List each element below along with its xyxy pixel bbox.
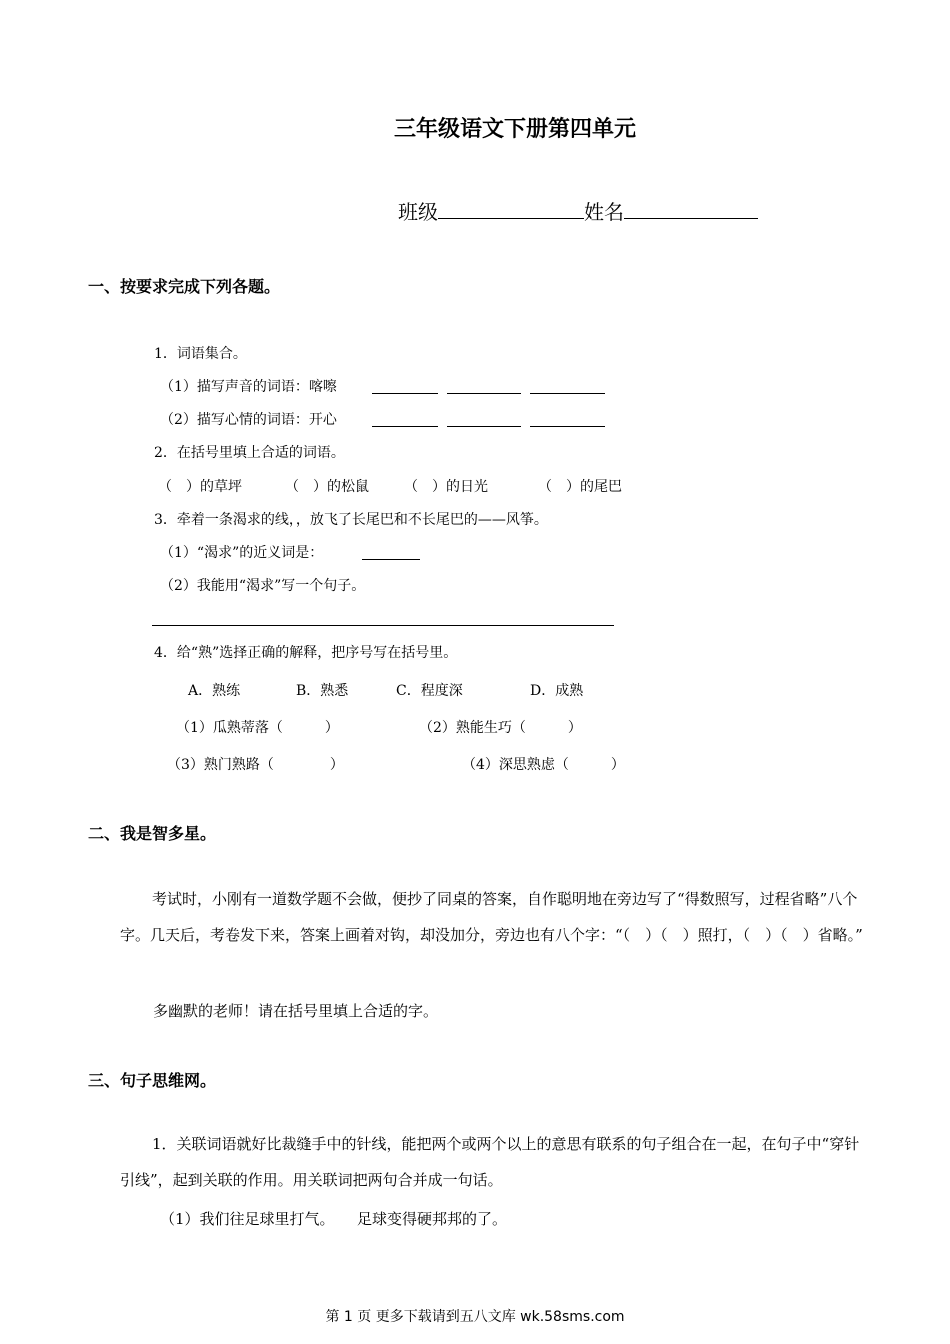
q1-sub1: （1）描写声音的词语：喀嚓	[160, 379, 337, 395]
q4-stem: 4．给“熟”选择正确的解释，把序号写在括号里。	[154, 645, 458, 661]
section2-paragraph: 考试时，小刚有一道数学题不会做，便抄了同桌的答案，自作聪明地在旁边写了“得数照写，过程省略”八个字。几天后，考卷发下来，答案上画着对钩，却没加分，旁边也有八个字：“（ ）（ ）照打，（ ）（ ）省略。”	[120, 890, 863, 944]
q3-stem: 3．牵着一条渴求的线，，放飞了长尾巴和不长尾巴的——风筝。	[154, 512, 548, 528]
q2-item-3: （ ）的日光	[404, 479, 488, 495]
class-label: 班级	[398, 200, 438, 224]
section3-heading: 三、句子思维网。	[88, 1071, 217, 1090]
q2-item-4: （ ）的尾巴	[538, 479, 622, 495]
section3-paragraph: 1．关联词语就好比裁缝手中的针线，能把两个或两个以上的意思有联系的句子组合在一起，在句子中“穿针引线”，起到关联的作用。用关联词把两句合并成一句话。	[120, 1135, 860, 1189]
section3-sub1: （1）我们往足球里打气。 足球变得硬邦邦的了。	[160, 1210, 508, 1228]
q1-sub2-blank-2[interactable]	[447, 426, 521, 427]
q3-sentence-line[interactable]	[152, 625, 614, 626]
q2-stem: 2．在括号里填上合适的词语。	[154, 445, 345, 461]
q4-option-c: C．程度深	[396, 683, 463, 699]
student-info-line	[398, 196, 758, 225]
q3-sub1: （1）“渴求”的近义词是：	[160, 545, 324, 561]
q1-sub1-blank-3[interactable]	[530, 393, 605, 394]
q4-item-1: （1）瓜熟蒂落（ ）	[176, 720, 339, 736]
q4-item-4: （4）深思熟虑（ ）	[462, 757, 625, 773]
q1-sub2: （2）描写心情的词语：开心	[160, 412, 337, 428]
q3-sub2: （2）我能用“渴求”写一个句子。	[160, 578, 366, 594]
q4-item-3: （3）熟门熟路（ ）	[167, 757, 344, 773]
q4-option-d: D．成熟	[530, 683, 584, 699]
name-label: 姓名	[584, 200, 624, 224]
page-footer: 第 1 页 更多下载请到五八文库 wk.58sms.com	[325, 1309, 625, 1325]
q2-item-1: （ ）的草坪	[158, 479, 242, 495]
page-title: 三年级语文下册第四单元	[393, 116, 636, 142]
class-blank[interactable]	[438, 198, 584, 219]
q1-sub1-blank-2[interactable]	[447, 393, 521, 394]
section1-heading: 一、按要求完成下列各题。	[88, 277, 281, 296]
q4-option-b: B．熟悉	[296, 683, 349, 699]
q4-option-a: A．熟练	[188, 683, 241, 699]
q1-sub2-blank-1[interactable]	[372, 426, 438, 427]
q1-stem: 1．词语集合。	[154, 346, 247, 362]
q2-item-2: （ ）的松鼠	[285, 479, 369, 495]
q1-sub2-blank-3[interactable]	[530, 426, 605, 427]
section2-note: 多幽默的老师！请在括号里填上合适的字。	[153, 1002, 439, 1020]
q4-item-2: （2）熟能生巧（ ）	[419, 720, 582, 736]
section2-heading: 二、我是智多星。	[88, 824, 217, 843]
q1-sub1-blank-1[interactable]	[372, 393, 438, 394]
q3-sub1-blank[interactable]	[362, 559, 420, 560]
name-blank[interactable]	[624, 198, 758, 219]
